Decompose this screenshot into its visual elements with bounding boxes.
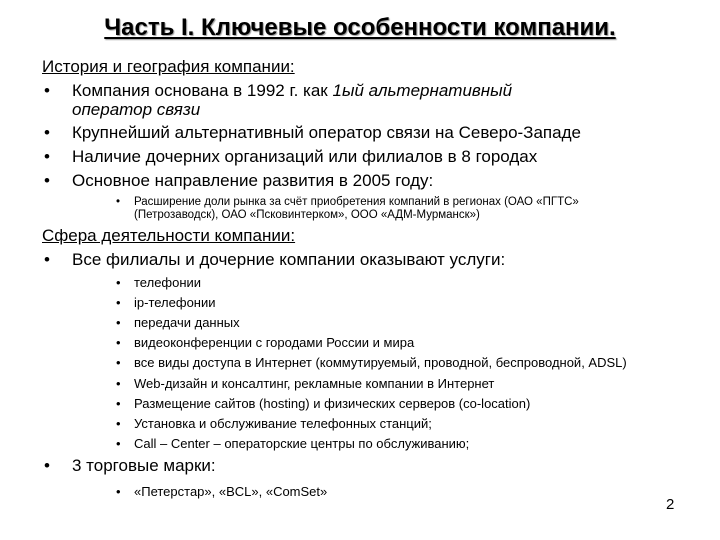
service-item-text: Размещение сайтов (hosting) и физических серверов (co-location) [134,395,531,411]
bullet-icon: • [44,81,50,100]
service-item-text: передачи данных [134,315,240,331]
list-item-text: Компания основана в 1992 г. как [72,81,333,100]
list-item-text: Наличие дочерних организаций или филиалов в 8 городах [72,147,538,166]
list-item-italic: оператор связи [72,100,201,119]
section-heading-history: История и география компании: [42,57,295,76]
service-item-text: телефонии [134,275,202,290]
brands-text: «Петерстар», «BCL», «ComSet» [134,484,328,499]
list-item-text: Все филиалы и дочерние компании оказывают услуги: [72,250,506,269]
bullet-icon: • [116,315,121,331]
service-item-text: видеоконференции с городами России и мира [134,335,415,351]
bullet-icon: • [116,375,121,391]
list-item-text: Крупнейший альтернативный оператор связи на Северо-Западе [72,123,581,142]
list-item-text: 3 торговые марки: [72,456,216,475]
bullet-icon: • [44,147,50,166]
list-item-text: Основное направление развития в 2005 году: [72,171,434,190]
page-number: 2 [666,496,675,513]
bullet-icon: • [116,275,121,290]
bullet-icon: • [116,355,121,371]
bullet-icon: • [44,456,50,475]
bullet-icon: • [44,250,50,269]
bullet-icon: • [44,123,50,142]
bullet-icon: • [44,171,50,190]
service-item-text: ip-телефонии [134,295,216,311]
bullet-icon: • [116,196,121,208]
section-heading-activities: Сфера деятельности компании: [42,226,296,245]
bullet-icon: • [116,484,121,499]
service-item-text: Call – Center – операторские центры по обслуживанию; [134,435,470,451]
sub-item-line: (Петрозаводск), ОАО «Псковинтерком», ООО «АДМ-Мурманск») [134,209,480,221]
slide-title: Часть I. Ключевые особенности компании. [104,14,616,41]
list-item-italic: 1ый альтернативный [332,81,513,100]
sub-item-line: Расширение доли рынка за счёт приобретения компаний в регионах (ОАО «ПГТС» [134,196,579,208]
bullet-icon: • [116,335,121,351]
bullet-icon: • [116,435,121,451]
service-item-text: Web-дизайн и консалтинг, рекламные компании в Интернет [134,375,495,391]
bullet-icon: • [116,415,121,431]
bullet-icon: • [116,295,121,311]
service-item-text: Установка и обслуживание телефонных станций; [134,415,432,431]
bullet-icon: • [116,395,121,411]
service-item-text: все виды доступа в Интернет (коммутируемый, проводной, беспроводной, ADSL) [134,355,627,371]
